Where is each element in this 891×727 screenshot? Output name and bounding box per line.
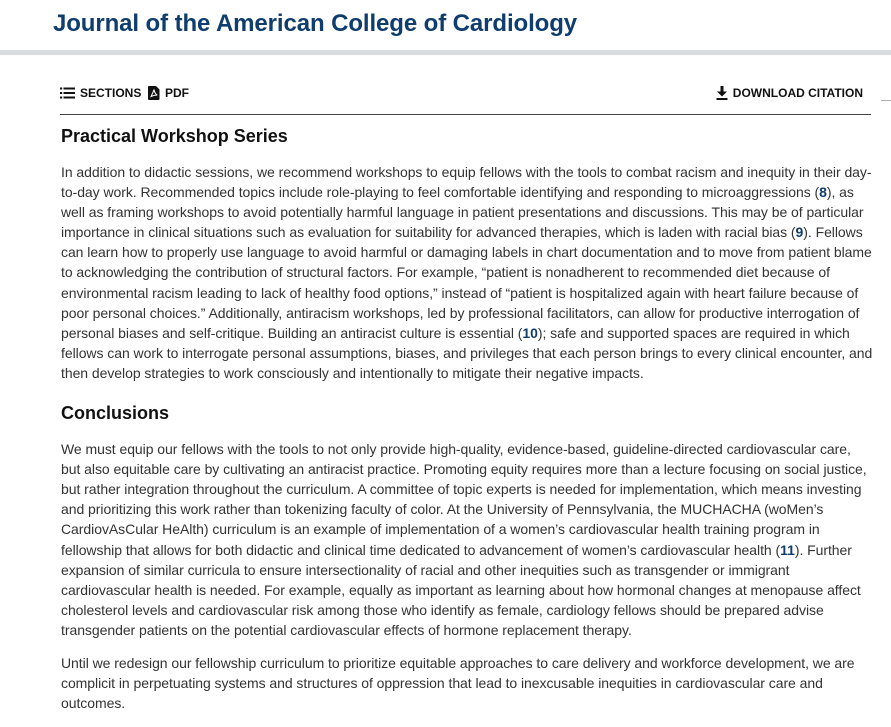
article-toolbar (60, 84, 871, 115)
section-heading-conclusions: Conclusions (61, 403, 170, 424)
reference-link-8[interactable]: 8 (819, 184, 827, 201)
download-citation-button[interactable] (716, 86, 863, 100)
paragraph-text: ). Fellows can learn how to properly use language to avoid harmful or damaging labels in chart documentation and to move from patient blame to acknowledging the contribution of structural factors. For example, “patient is nonadherent to recommended diet because of environmental racism leading to lack of healthy food options,” instead of “patient is hospitalized again with heart failure because of poor personal choices.” Additionally, antiracism workshops, led by professional facilitators, can allow for productive interrogation of personal biases and self-critique. Building an antiracist culture is essential ( (61, 224, 872, 341)
paragraph-text: We must equip our fellows with the tools to not only provide high-quality, evidence-based, guideline-directed cardiovascular care, but also equitable care by cultivating an antiracist practice. Promoting equity requires more than a lecture focusing on social justice, but rather integration throughout the curriculum. A committee of topic experts is needed for implementation, which means investing and prioritizing this work rather than tokenizing faculty of color. At the University of Pennsylvania, the MUCHACHA (woMen’s CardiovAsCular HeAlth) curriculum is an example of implementation of a women’s cardiovascular health training program in fellowship that allows for both didactic and clinical time dedicated to advancement of women’s cardiovascular health ( (61, 441, 867, 558)
reference-link-11[interactable]: 11 (780, 541, 795, 558)
masthead (0, 0, 891, 55)
pdf-label: PDF (165, 86, 189, 100)
paragraph-closing: Until we redesign our fellowship curriculum to prioritize equitable approaches to care delivery and workforce development, we are complicit in perpetuating systems and structures of oppression that lead to inexcusable inequities in cardiovascular care and outcomes. (61, 654, 855, 712)
download-citation-label: DOWNLOAD CITATION (732, 86, 863, 100)
reference-link-9[interactable]: 9 (795, 224, 804, 241)
sections-label: SECTIONS (80, 86, 142, 100)
paragraph-text: ). Further expansion of similar curricula to ensure intersectionality of racial and other inequities such as transgender or immigrant cardiovascular health is needed. For example, equally as important as learning about how hormonal changes at menopause affect cholesterol levels and cardiovascular risk among those who identify as female, cardiology fellows should be prepared advise transgender patients on the potential cardiovascular effects of hormone replacement therapy. (61, 541, 861, 638)
edge-divider (881, 100, 891, 101)
reference-link-10[interactable]: 10 (522, 324, 538, 341)
paragraph-text: ), as well as framing workshops to avoid potentially harmful language in patient presentations and discussions. This may be of particular importance in clinical situations such as evaluation for suitability for advanced therapies, which is laden with racial bias ( (61, 184, 864, 241)
paragraph-conclusions (61, 439, 873, 640)
paragraph-text: ); safe and supported spaces are required in which fellows can work to interrogate personal assumptions, biases, and privileges that each person brings to every clinical encounter, and then develop strategies to work consciously and intentionally to mitigate their negative impacts. (61, 324, 873, 381)
pdf-button[interactable] (148, 86, 189, 100)
article-body (61, 122, 873, 713)
download-icon (716, 86, 728, 100)
paragraph-text: In addition to didactic sessions, we recommend workshops to equip fellows with the tools to combat racism and inequity in their day-to-day work. Recommended topics include role-playing to feel comfortable identifying and responding to microaggressions ( (61, 164, 872, 201)
list-icon (60, 87, 75, 99)
section-heading-practical-workshop-series: Practical Workshop Series (61, 126, 288, 146)
journal-title[interactable]: Journal of the American College of Cardiology (53, 10, 578, 37)
pdf-icon (148, 86, 160, 100)
paragraph-workshops (61, 162, 873, 383)
sections-button[interactable] (60, 86, 141, 100)
